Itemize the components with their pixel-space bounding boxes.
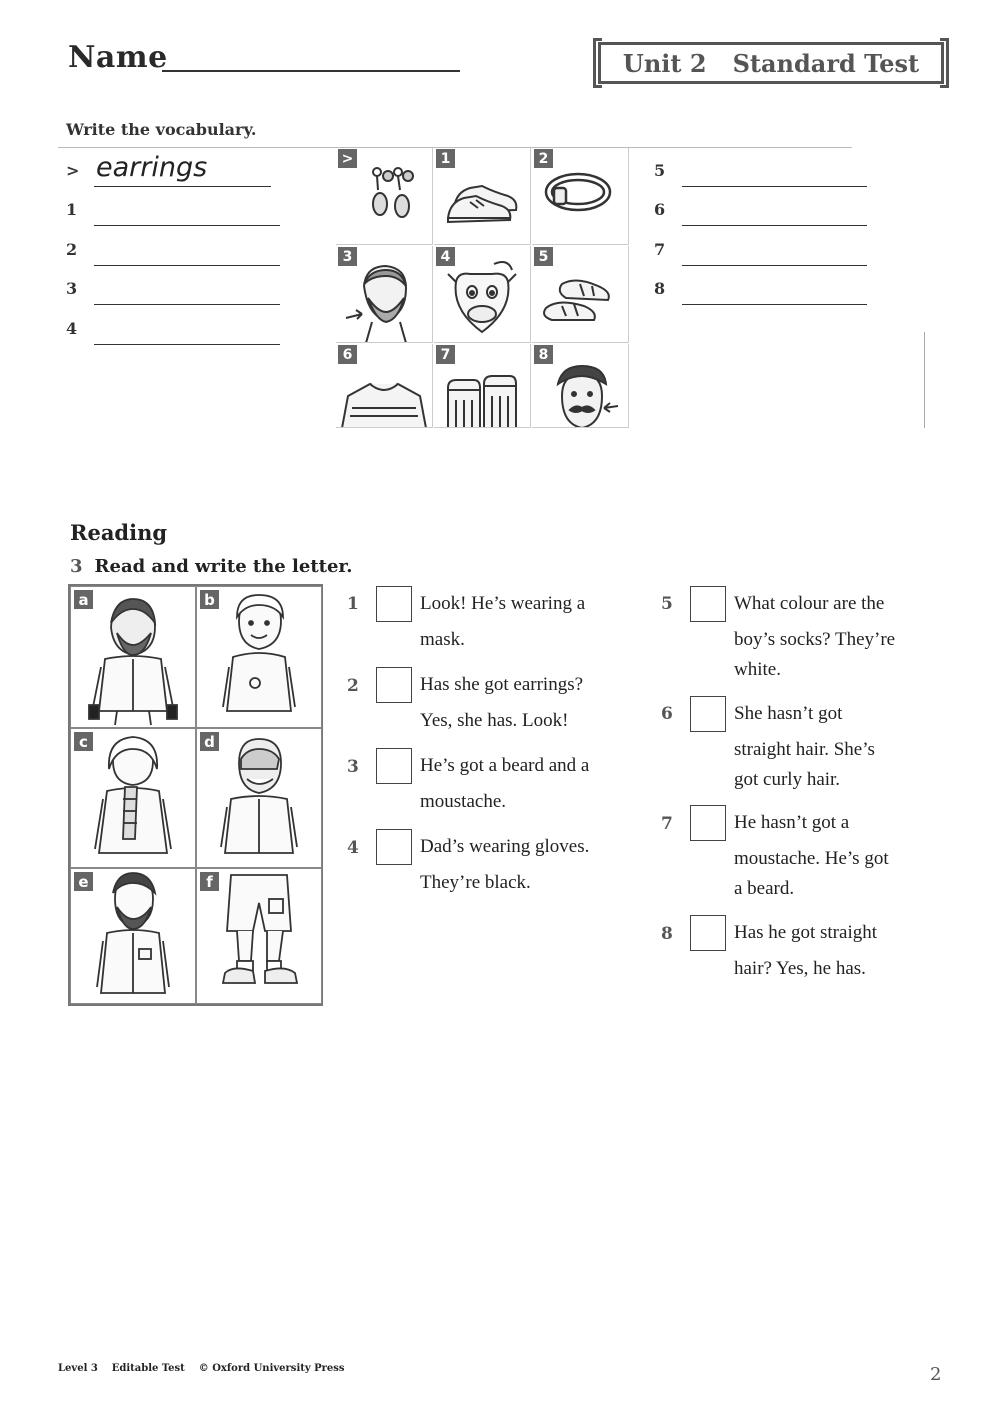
figure-label: c <box>74 732 93 751</box>
vocab-number: 8 <box>654 279 666 298</box>
answer-box-6[interactable] <box>690 696 726 732</box>
vocab-answer-line-1[interactable] <box>94 225 280 226</box>
question-number: 7 <box>661 814 673 834</box>
question-line: straight hair. She’s <box>734 739 875 760</box>
picture-cell-8 <box>532 344 629 428</box>
beard-icon <box>336 246 433 343</box>
question-line: a beard. <box>734 878 795 899</box>
question-number: 4 <box>347 838 359 858</box>
example-marker: > <box>66 161 80 180</box>
question-line: He hasn’t got a <box>734 812 850 833</box>
picture-label: > <box>338 149 357 168</box>
figure-label: b <box>200 590 219 609</box>
answer-box-2[interactable] <box>376 667 412 703</box>
question-number: 2 <box>347 676 359 696</box>
question-line: hair? Yes, he has. <box>734 958 866 979</box>
picture-cell-6 <box>336 344 433 428</box>
question-number: 6 <box>661 704 673 724</box>
question-line: What colour are the <box>734 593 885 614</box>
margin-rule <box>924 332 925 428</box>
figure-grid <box>68 584 323 1006</box>
answer-box-1[interactable] <box>376 586 412 622</box>
vocab-number: 6 <box>654 200 666 219</box>
question-line: Look! He’s wearing a <box>420 593 586 614</box>
picture-cell-2 <box>532 148 629 245</box>
figure-cell-b <box>196 586 322 728</box>
sandals-icon <box>532 246 629 343</box>
figure-cell-e <box>70 868 196 1004</box>
example-answer: earrings <box>96 152 208 183</box>
sweater-icon <box>336 344 433 428</box>
vocab-answer-line-6[interactable] <box>682 225 867 226</box>
picture-cell-7 <box>434 344 531 428</box>
figure-label: f <box>200 872 219 891</box>
picture-label: 6 <box>338 345 357 364</box>
figure-cell-c <box>70 728 196 868</box>
figure-label: a <box>74 590 93 609</box>
picture-cell-3 <box>336 246 433 343</box>
figure-label: d <box>200 732 219 751</box>
instruction-text: Read and write the letter. <box>94 556 353 577</box>
picture-label: 2 <box>534 149 553 168</box>
earrings-icon <box>336 148 433 245</box>
unit-label: Unit 2 <box>622 48 707 78</box>
picture-cell-example <box>336 148 433 245</box>
answer-box-7[interactable] <box>690 805 726 841</box>
question-line: They’re black. <box>420 872 531 893</box>
figure-cell-a <box>70 586 196 728</box>
question-line: white. <box>734 659 781 680</box>
question-number: 1 <box>347 594 359 614</box>
vocab-picture-grid <box>336 148 630 428</box>
answer-box-8[interactable] <box>690 915 726 951</box>
question-line: moustache. <box>420 791 507 812</box>
answer-box-4[interactable] <box>376 829 412 865</box>
footer-credit: Level 3 Editable Test © Oxford University Press <box>58 1363 345 1374</box>
vocab-answer-line-5[interactable] <box>682 186 867 187</box>
test-type-label: Standard Test <box>732 48 920 78</box>
question-number: 5 <box>661 594 673 614</box>
figure-cell-d <box>196 728 322 868</box>
reading-title: Reading <box>70 520 168 545</box>
vocab-answer-line-8[interactable] <box>682 304 867 305</box>
example-answer-line <box>94 186 271 187</box>
question-number: 3 <box>347 757 359 777</box>
figure-cell-f <box>196 868 322 1004</box>
picture-cell-1 <box>434 148 531 245</box>
vocab-number: 5 <box>654 161 666 180</box>
name-field[interactable] <box>162 70 460 72</box>
name-label: Name <box>68 40 168 75</box>
question-line: got curly hair. <box>734 769 841 790</box>
vocab-answer-line-3[interactable] <box>94 304 280 305</box>
question-line: Has she got earrings? <box>420 674 584 695</box>
question-line: Has he got straight <box>734 922 878 943</box>
picture-label: 4 <box>436 247 455 266</box>
question-number: 8 <box>661 924 673 944</box>
vocab-answer-line-7[interactable] <box>682 265 867 266</box>
vocab-number: 1 <box>66 200 78 219</box>
page-number: 2 <box>930 1364 942 1385</box>
question-line: Yes, she has. Look! <box>420 710 569 731</box>
watch-icon <box>532 148 629 245</box>
picture-label: 7 <box>436 345 455 364</box>
vocab-number: 2 <box>66 240 78 259</box>
figure-label: e <box>74 872 93 891</box>
question-line: boy’s socks? They’re <box>734 629 896 650</box>
question-line: He’s got a beard and a <box>420 755 590 776</box>
reading-instruction <box>70 556 353 577</box>
exercise-number: 3 <box>70 556 83 577</box>
answer-box-3[interactable] <box>376 748 412 784</box>
vocab-number: 7 <box>654 240 666 259</box>
vocab-number: 4 <box>66 319 78 338</box>
trainers-icon <box>434 148 531 245</box>
mask-icon <box>434 246 531 343</box>
picture-cell-4 <box>434 246 531 343</box>
picture-label: 8 <box>534 345 553 364</box>
vocab-answer-line-4[interactable] <box>94 344 280 345</box>
vocab-title: Write the vocabulary. <box>66 120 257 139</box>
picture-label: 3 <box>338 247 357 266</box>
moustache-icon <box>532 344 629 428</box>
question-line: Dad’s wearing gloves. <box>420 836 590 857</box>
gloves-icon <box>434 344 531 428</box>
vocab-number: 3 <box>66 279 78 298</box>
question-line: mask. <box>420 629 465 650</box>
question-line: She hasn’t got <box>734 703 843 724</box>
vocab-answer-line-2[interactable] <box>94 265 280 266</box>
unit-title-box <box>598 42 944 84</box>
picture-cell-5 <box>532 246 629 343</box>
picture-label: 5 <box>534 247 553 266</box>
picture-label: 1 <box>436 149 455 168</box>
question-line: moustache. He’s got <box>734 848 889 869</box>
answer-box-5[interactable] <box>690 586 726 622</box>
